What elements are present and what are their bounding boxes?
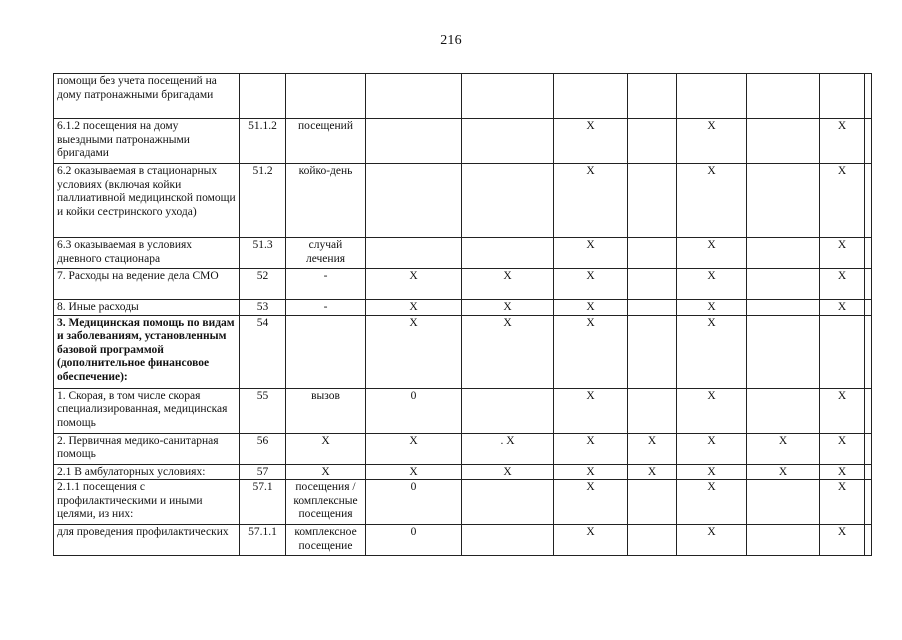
row-name-cell: 6.1.2 посещения на дому выездными патронажными бригадами [54, 119, 240, 164]
value-cell [865, 464, 872, 480]
table-row [54, 238, 872, 269]
value-cell: X [677, 119, 747, 164]
value-cell [747, 315, 820, 388]
line-number-cell [240, 74, 286, 119]
line-number-cell: 56 [240, 433, 286, 464]
value-cell: X [820, 464, 865, 480]
unit-cell: комплексное посещение [286, 525, 366, 556]
value-cell [820, 74, 865, 119]
value-cell [865, 480, 872, 525]
value-cell [628, 269, 677, 300]
value-cell [462, 388, 554, 433]
unit-cell: случай лечения [286, 238, 366, 269]
data-table [53, 73, 872, 556]
line-number-cell: 55 [240, 388, 286, 433]
value-cell: X [820, 269, 865, 300]
table-row [54, 388, 872, 433]
value-cell [366, 119, 462, 164]
line-number-cell: 54 [240, 315, 286, 388]
value-cell: X [554, 525, 628, 556]
value-cell [865, 238, 872, 269]
value-cell: X [366, 433, 462, 464]
table-row [54, 315, 872, 388]
unit-cell [286, 315, 366, 388]
table-row [54, 525, 872, 556]
value-cell [820, 315, 865, 388]
value-cell: X [677, 480, 747, 525]
value-cell: 0 [366, 480, 462, 525]
value-cell: X [462, 300, 554, 316]
table-row [54, 119, 872, 164]
table-row [54, 480, 872, 525]
value-cell [628, 164, 677, 238]
unit-cell: вызов [286, 388, 366, 433]
value-cell: X [554, 464, 628, 480]
row-name-cell: для проведения профилактических [54, 525, 240, 556]
line-number-cell: 53 [240, 300, 286, 316]
value-cell: X [554, 480, 628, 525]
value-cell [747, 388, 820, 433]
value-cell: X [677, 315, 747, 388]
table-row [54, 464, 872, 480]
value-cell: X [462, 269, 554, 300]
value-cell: X [677, 388, 747, 433]
line-number-cell: 51.2 [240, 164, 286, 238]
value-cell [628, 480, 677, 525]
row-name-cell: 6.3 оказываемая в условиях дневного стационара [54, 238, 240, 269]
value-cell [865, 433, 872, 464]
value-cell: X [462, 464, 554, 480]
value-cell [747, 119, 820, 164]
value-cell [865, 300, 872, 316]
value-cell [865, 388, 872, 433]
value-cell: X [677, 300, 747, 316]
value-cell [628, 119, 677, 164]
row-name-cell: 7. Расходы на ведение дела СМО [54, 269, 240, 300]
value-cell: X [677, 464, 747, 480]
value-cell: X [554, 388, 628, 433]
value-cell: X [820, 300, 865, 316]
value-cell [628, 74, 677, 119]
value-cell [462, 480, 554, 525]
value-cell: X [677, 269, 747, 300]
value-cell [747, 74, 820, 119]
unit-cell: X [286, 433, 366, 464]
value-cell: X [554, 300, 628, 316]
table-row [54, 164, 872, 238]
unit-cell: X [286, 464, 366, 480]
value-cell [865, 74, 872, 119]
row-name-cell: 2.1 В амбулаторных условиях: [54, 464, 240, 480]
value-cell [747, 300, 820, 316]
value-cell: X [554, 433, 628, 464]
value-cell: X [366, 315, 462, 388]
line-number-cell: 57.1 [240, 480, 286, 525]
value-cell: X [747, 464, 820, 480]
value-cell [462, 74, 554, 119]
value-cell [628, 300, 677, 316]
value-cell: X [820, 433, 865, 464]
value-cell: X [366, 269, 462, 300]
value-cell [628, 388, 677, 433]
value-cell [462, 119, 554, 164]
row-name-cell: 8. Иные расходы [54, 300, 240, 316]
value-cell [865, 525, 872, 556]
value-cell: X [677, 525, 747, 556]
value-cell [462, 525, 554, 556]
value-cell [628, 238, 677, 269]
row-name-cell: помощи без учета посещений на дому патронажными бригадами [54, 74, 240, 119]
value-cell: X [554, 269, 628, 300]
row-name-cell: 2.1.1 посещения с профилактическими и иными целями, из них: [54, 480, 240, 525]
value-cell: X [820, 238, 865, 269]
value-cell [366, 164, 462, 238]
value-cell: X [554, 238, 628, 269]
value-cell [865, 315, 872, 388]
value-cell [747, 269, 820, 300]
value-cell [747, 480, 820, 525]
value-cell: X [820, 164, 865, 238]
table-row [54, 433, 872, 464]
unit-cell [286, 74, 366, 119]
value-cell [366, 74, 462, 119]
line-number-cell: 51.3 [240, 238, 286, 269]
unit-cell: - [286, 300, 366, 316]
table-row [54, 300, 872, 316]
table-body [54, 74, 872, 556]
value-cell: 0 [366, 388, 462, 433]
value-cell [865, 269, 872, 300]
value-cell: X [820, 480, 865, 525]
value-cell: X [554, 315, 628, 388]
value-cell [747, 164, 820, 238]
value-cell [462, 238, 554, 269]
value-cell: X [554, 119, 628, 164]
value-cell: X [554, 164, 628, 238]
value-cell: X [628, 433, 677, 464]
value-cell [462, 164, 554, 238]
value-cell: X [366, 464, 462, 480]
line-number-cell: 57.1.1 [240, 525, 286, 556]
line-number-cell: 52 [240, 269, 286, 300]
value-cell: X [677, 433, 747, 464]
table-row [54, 269, 872, 300]
value-cell [366, 238, 462, 269]
row-name-cell: 1. Скорая, в том числе скорая специализированная, медицинская помощь [54, 388, 240, 433]
value-cell [865, 119, 872, 164]
value-cell: X [820, 119, 865, 164]
value-cell [677, 74, 747, 119]
unit-cell: койко-день [286, 164, 366, 238]
value-cell: X [366, 300, 462, 316]
value-cell [865, 164, 872, 238]
value-cell: X [462, 315, 554, 388]
line-number-cell: 51.1.2 [240, 119, 286, 164]
value-cell [747, 238, 820, 269]
value-cell: X [677, 238, 747, 269]
value-cell: X [677, 164, 747, 238]
table-row [54, 74, 872, 119]
value-cell [628, 315, 677, 388]
row-name-cell: 2. Первичная медико-санитарная помощь [54, 433, 240, 464]
value-cell: 0 [366, 525, 462, 556]
row-name-cell: 6.2 оказываемая в стационарных условиях (включая койки паллиативной медицинской помощи и койки сестринского ухода) [54, 164, 240, 238]
value-cell [554, 74, 628, 119]
line-number-cell: 57 [240, 464, 286, 480]
page-number: 216 [440, 33, 462, 48]
value-cell: X [747, 433, 820, 464]
unit-cell: посещений [286, 119, 366, 164]
value-cell: X [820, 525, 865, 556]
unit-cell: - [286, 269, 366, 300]
unit-cell: посещения / комплексные посещения [286, 480, 366, 525]
row-name-cell: 3. Медицинская помощь по видам и заболеваниям, установленным базовой программой (дополнительное финансовое обеспечение): [54, 315, 240, 388]
value-cell: X [820, 388, 865, 433]
value-cell: . X [462, 433, 554, 464]
value-cell [628, 525, 677, 556]
value-cell [747, 525, 820, 556]
value-cell: X [628, 464, 677, 480]
